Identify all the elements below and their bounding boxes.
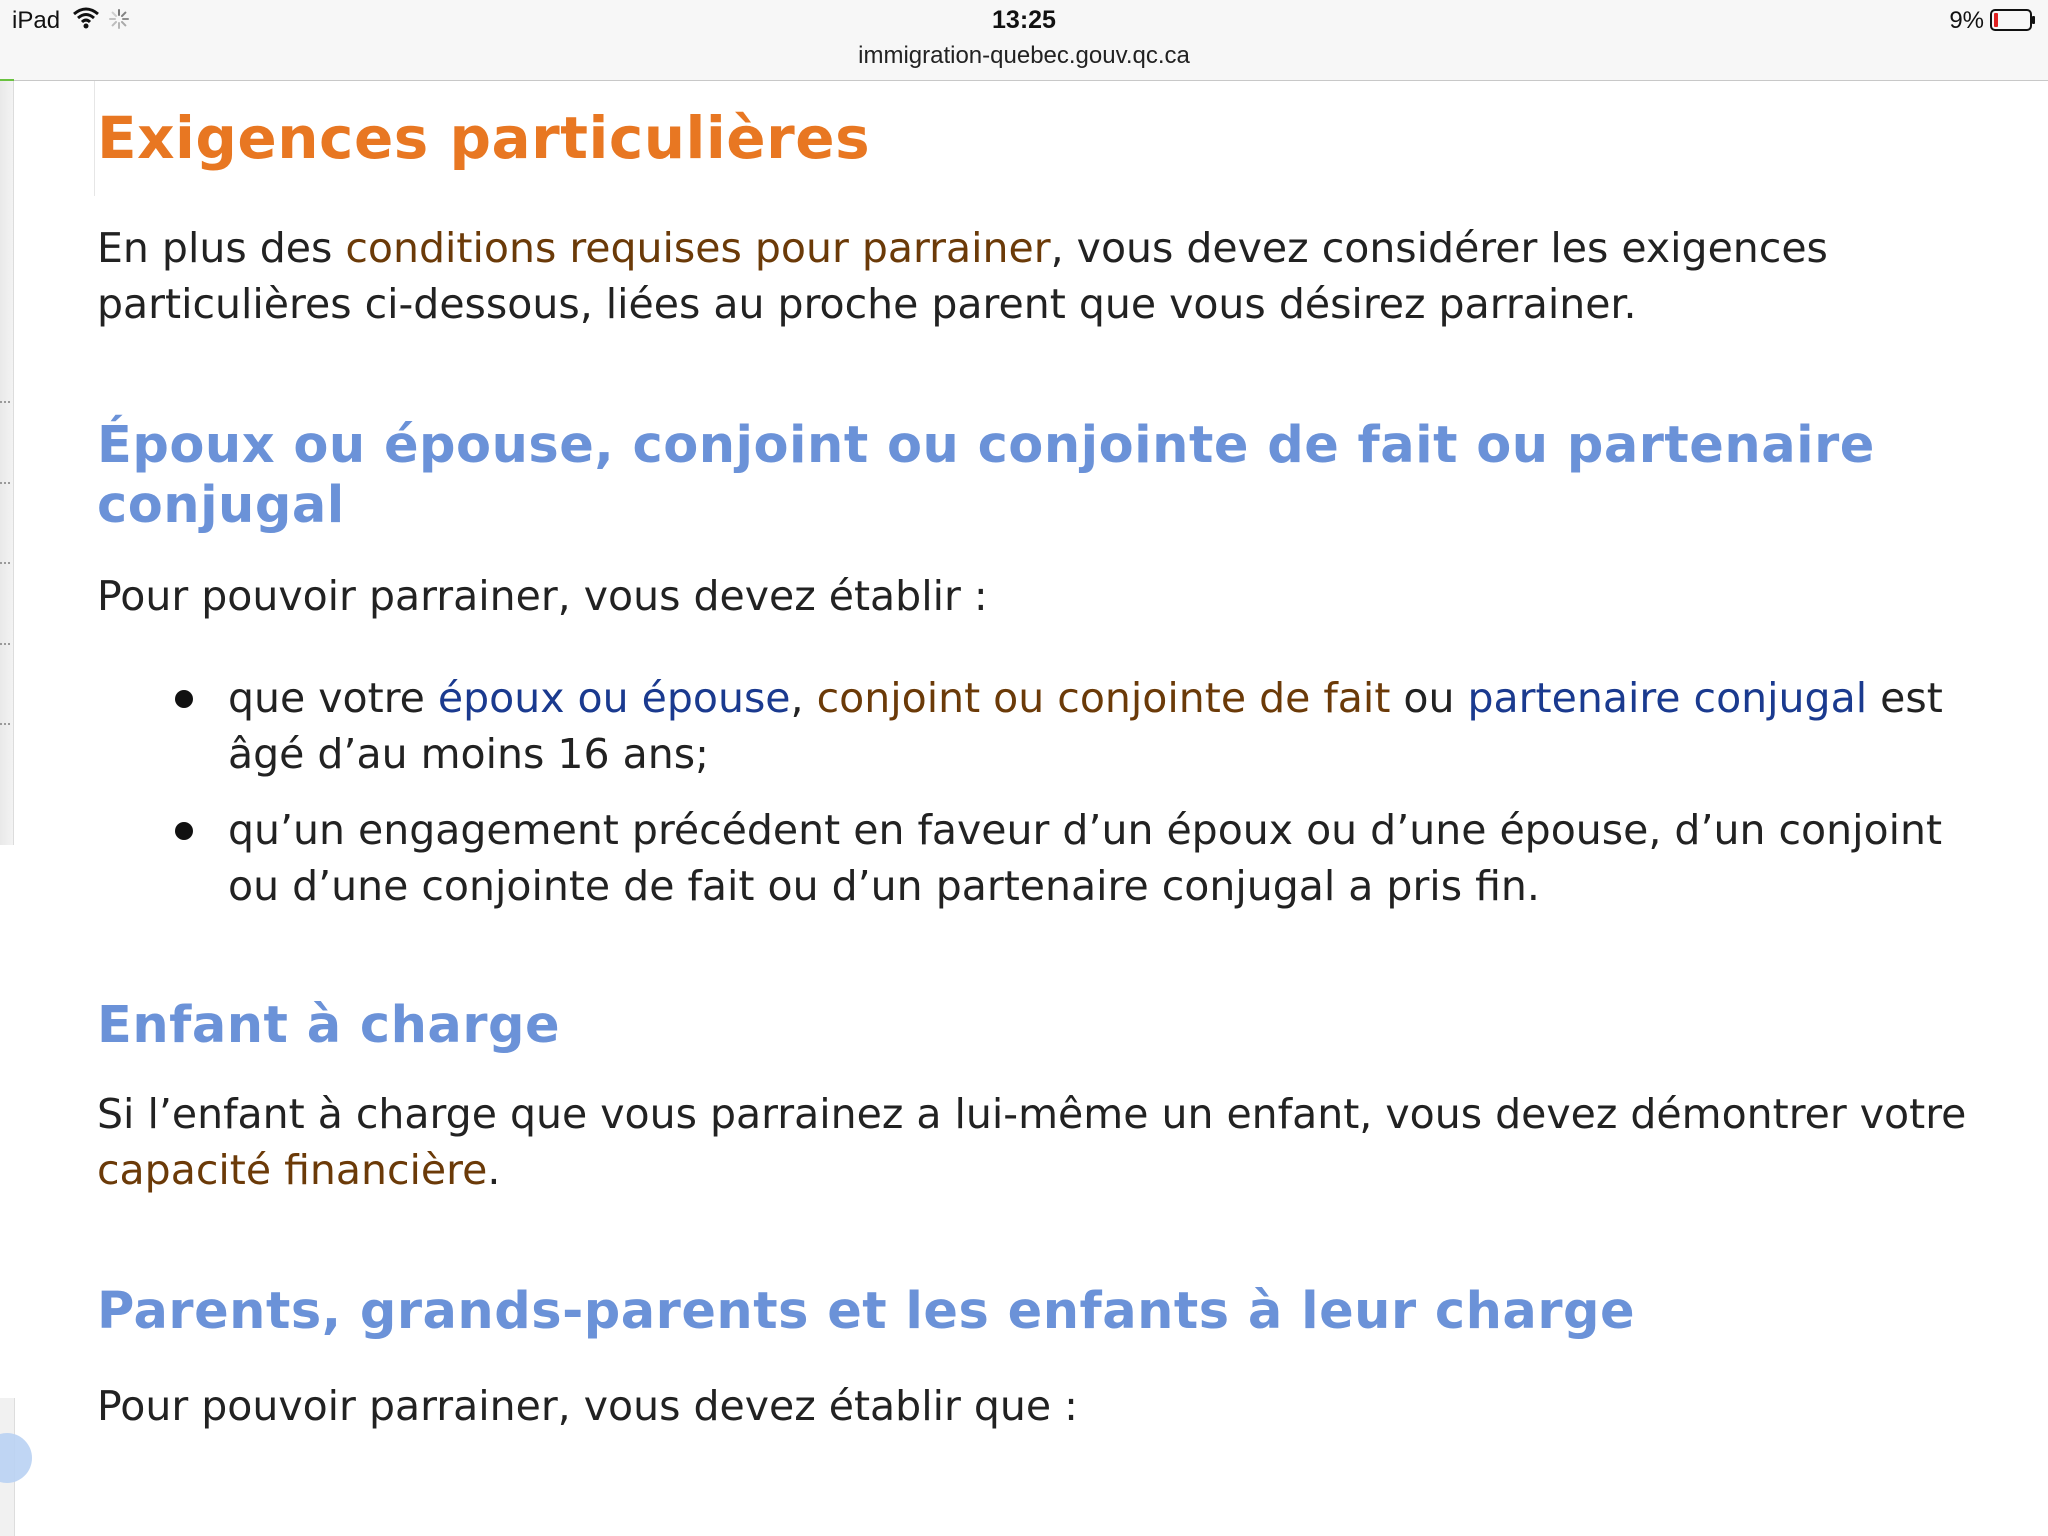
intro-text-end: , vous devez considérer les exigences particulières ci-dessous, liées au proche parent que vous désirez parrainer.	[97, 224, 1828, 328]
conjugal-partner-link[interactable]: partenaire conjugal	[1467, 674, 1868, 722]
intro-paragraph	[97, 220, 1997, 332]
address-bar-url[interactable]: immigration-quebec.gouv.qc.ca	[858, 42, 1190, 69]
adjacent-page-edge	[0, 81, 14, 845]
section-child-text	[97, 1086, 1997, 1198]
edge-dot	[0, 643, 10, 648]
list-text: ,	[790, 674, 817, 722]
bullet	[175, 690, 193, 708]
page-badge-icon	[0, 1433, 32, 1483]
edge-dot	[0, 401, 10, 406]
edge-dot	[0, 562, 10, 567]
requirements-list	[97, 670, 1997, 914]
status-time: 13:25	[992, 6, 1056, 34]
spouse-link[interactable]: époux ou épouse	[437, 674, 791, 722]
child-text-end: .	[487, 1146, 501, 1194]
status-bar	[0, 0, 2048, 81]
device-name: iPad	[12, 7, 61, 34]
battery-icon	[1990, 9, 2036, 31]
page-title: Exigences particulières	[97, 104, 871, 172]
list-item	[97, 670, 1997, 782]
edge-dot	[0, 723, 10, 728]
conditions-link[interactable]: conditions requises pour parrainer	[345, 224, 1051, 272]
intro-text: En plus des	[97, 224, 346, 272]
list-text: est âgé d’au moins 16 ans;	[228, 674, 1943, 778]
battery-percentage: 9%	[1949, 7, 1984, 34]
edge-dot	[0, 482, 10, 487]
list-text: que votre	[228, 674, 438, 722]
bullet	[175, 822, 193, 840]
section-heading-child: Enfant à charge	[97, 996, 561, 1055]
section-spouse-text: Pour pouvoir parrainer, vous devez établir :	[97, 572, 988, 620]
section-parents-text: Pour pouvoir parrainer, vous devez établir que :	[97, 1382, 1078, 1430]
list-text: qu’un engagement précédent en faveur d’un époux ou d’une épouse, d’un conjoint ou d’une conjointe de fait ou d’un partenaire conjugal a pris fin.	[228, 806, 1943, 910]
list-item	[97, 802, 1997, 914]
section-heading-parents: Parents, grands-parents et les enfants à leur charge	[97, 1282, 1636, 1341]
child-text: Si l’enfant à charge que vous parrainez a lui-même un enfant, vous devez démontrer votre	[97, 1090, 1967, 1138]
article-content	[97, 96, 1997, 1434]
divider	[94, 81, 95, 196]
common-law-partner-link[interactable]: conjoint ou conjointe de fait	[816, 674, 1391, 722]
section-heading-spouse: Époux ou épouse, conjoint ou conjointe de fait ou partenaire conjugal	[97, 416, 1875, 535]
list-text: ou	[1390, 674, 1468, 722]
financial-capacity-link[interactable]: capacité financière	[97, 1146, 488, 1194]
